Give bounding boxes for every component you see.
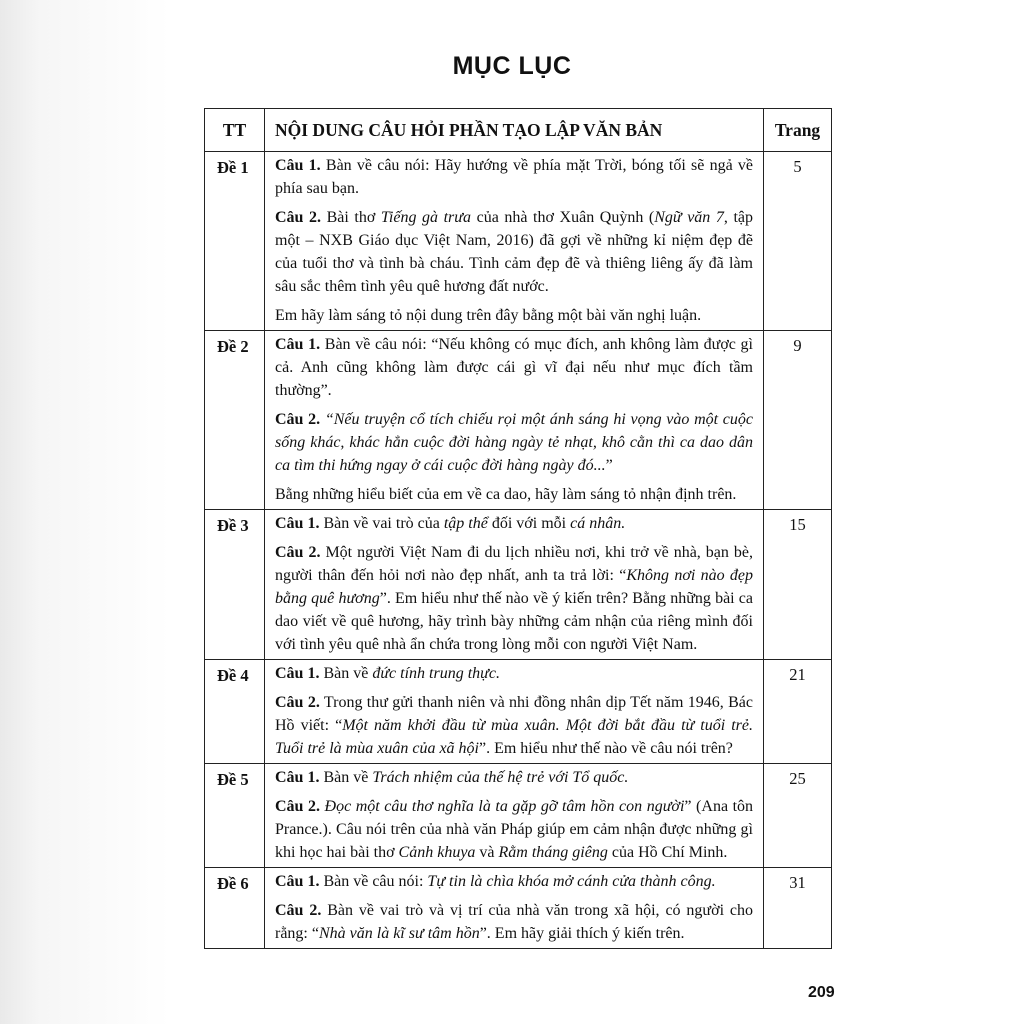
question-text: ”. Em hiểu như thế nào về câu nói trên? [478,740,733,757]
question-text: đối với mỗi [487,515,571,532]
question-label: Câu 1. [275,336,321,353]
question-label: Câu 2. [275,411,321,428]
question-paragraph [275,483,753,506]
question-text: ”. Em hiểu như thế nào về ý kiến trên? Bằng những bài ca dao viết về quê hương, hãy trình bày những cảm nhận của riêng mình đối với tình yêu quê nhà ẩn chứa trong lòng mỗi con người Việt Nam. [275,590,753,653]
page-reference: 5 [764,152,832,331]
quoted-text: đức tính trung thực. [372,665,500,682]
question-text: Bằng những hiểu biết của em về ca dao, hãy làm sáng tỏ nhận định trên. [275,486,737,503]
table-row [205,868,832,949]
question-label: Câu 1. [275,665,320,682]
page-reference: 31 [764,868,832,949]
quoted-text: Tiếng gà trưa [380,209,472,226]
quoted-text: Một năm khởi đầu từ mùa xuân. Một đời bắt đầu từ tuổi trẻ. Tuổi trẻ là mùa xuân của xã hội [275,717,754,757]
page-reference: 25 [764,764,832,868]
exam-label: Đề 5 [205,764,265,868]
question-paragraph [275,870,753,893]
question-label: Câu 1. [275,157,321,174]
quoted-text: Nhà văn là kĩ sư tâm hồn [318,925,480,942]
question-label: Câu 1. [275,873,320,890]
page-reference: 15 [764,510,832,660]
table-header-row [205,109,832,152]
exam-label: Đề 3 [205,510,265,660]
quoted-text: Trách nhiệm của thế hệ trẻ với Tổ quốc. [372,769,629,786]
question-paragraph [275,662,753,685]
question-paragraph [275,304,753,327]
question-paragraph [275,333,753,402]
question-content [265,868,764,949]
question-text: ” [605,457,613,474]
question-content [265,331,764,510]
question-paragraph [275,691,753,760]
table-row [205,152,832,331]
question-text: Bàn về vai trò của [319,515,444,532]
question-paragraph [275,795,753,864]
question-paragraph [275,408,753,477]
table-of-contents [204,108,832,949]
exam-label: Đề 2 [205,331,265,510]
table-body [205,152,832,949]
question-text: ” (Ana tôn Prance.). Câu nói trên của nhà văn Pháp giúp em cảm nhận được những gì khi học hai bài thơ [275,798,754,861]
question-text: ”. Em hãy giải thích ý kiến trên. [479,925,685,942]
question-label: Câu 2. [275,694,320,711]
header-content: NỘI DUNG CÂU HỎI PHẦN TẠO LẬP VĂN BẢN [265,109,764,152]
question-text: Bàn về vai trò và vị trí của nhà văn trong xã hội, có người cho rằng: “ [275,902,754,942]
question-text: của Hồ Chí Minh. [607,844,728,861]
question-text: , tập một – NXB Giáo dục Việt Nam, 2016) đã gợi về những kỉ niệm đẹp đẽ của tuổi thơ và tình bà cháu. Tình cảm đẹp đẽ và thiêng liêng ấy đã làm sâu sắc thêm tình yêu quê hương đất nước. [275,209,754,295]
quoted-text: Đọc một câu thơ nghĩa là ta gặp gỡ tâm hồn con người [324,798,685,815]
question-label: Câu 2. [275,798,320,815]
exam-label: Đề 1 [205,152,265,331]
question-text: Bàn về câu nói: “Nếu không có mục đích, anh không làm được gì cả. Anh cũng không làm được cái gì vĩ đại nếu như mục đích tầm thường”. [275,336,753,399]
header-page: Trang [764,109,832,152]
question-text: Bàn về [319,769,373,786]
question-content [265,510,764,660]
page-title: MỤC LỤC [452,52,572,80]
question-content [265,660,764,764]
header-tt: TT [205,109,265,152]
question-paragraph [275,766,753,789]
question-text: Bàn về [319,665,373,682]
quoted-text: tập thể [443,515,488,532]
table-row [205,660,832,764]
question-text: Trong thư gửi thanh niên và nhi đồng nhân dịp Tết năm 1946, Bác Hồ viết: “ [275,694,754,734]
table-row [205,510,832,660]
question-text: Em hãy làm sáng tỏ nội dung trên đây bằng một bài văn nghị luận. [275,307,702,324]
question-content [265,152,764,331]
question-text: Bàn về câu nói: [319,873,428,890]
question-paragraph [275,512,753,535]
quoted-text: “Nếu truyện cổ tích chiếu rọi một ánh sáng hi vọng vào một cuộc sống khác, khác hẳn cuộc đời hàng ngày tẻ nhạt, khô cằn thì ca dao dân ca tìm thi hứng ngay ở cái cuộc đời hàng ngày đó... [275,411,753,474]
question-label: Câu 2. [275,902,322,919]
question-content [265,764,764,868]
quoted-text: cá nhân. [570,515,626,532]
page-number: 209 [808,984,835,1001]
question-paragraph [275,541,753,656]
question-text: Bàn về câu nói: Hãy hướng về phía mặt Trời, bóng tối sẽ ngả về phía sau bạn. [275,157,754,197]
table-row [205,331,832,510]
quoted-text: Tự tin là chìa khóa mở cánh cửa thành công. [427,873,716,890]
question-text: và [475,844,499,861]
question-paragraph [275,154,753,200]
question-text: của nhà thơ Xuân Quỳnh ( [471,209,655,226]
exam-label: Đề 6 [205,868,265,949]
question-paragraph [275,206,753,298]
page-reference: 21 [764,660,832,764]
question-paragraph [275,899,753,945]
quoted-text: Rằm tháng giêng [498,844,608,861]
question-label: Câu 2. [275,544,321,561]
question-label: Câu 1. [275,515,320,532]
page-gutter-shadow [0,0,170,1024]
quoted-text: Cảnh khuya [398,844,476,861]
question-text: Một người Việt Nam đi du lịch nhiều nơi, khi trở về nhà, bạn bè, người thân đến hỏi nơi nào đẹp nhất, anh ta trả lời: “ [275,544,754,584]
question-label: Câu 2. [275,209,322,226]
question-label: Câu 1. [275,769,320,786]
quoted-text: Không nơi nào đẹp bằng quê hương [275,567,753,607]
quoted-text: Ngữ văn 7 [654,209,724,226]
exam-label: Đề 4 [205,660,265,764]
question-text: Bài thơ [321,209,381,226]
page-reference: 9 [764,331,832,510]
table-row [205,764,832,868]
